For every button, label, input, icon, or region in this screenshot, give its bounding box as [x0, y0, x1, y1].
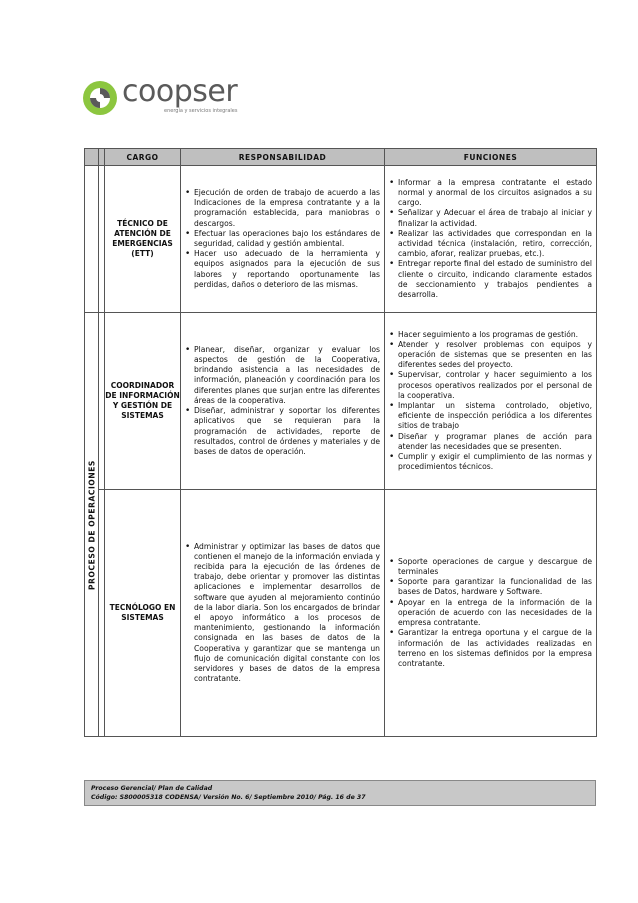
footer-line-process: Proceso Gerencial/ Plan de Calidad: [91, 785, 213, 792]
list-item: • Hacer seguimiento a los programas de gestión.: [398, 330, 592, 340]
table-row: [85, 313, 597, 490]
list-item: • Diseñar, administrar y soportar los diferentes aplicativos que se requieran para la programación de actividades, reporte de resultados, control de órdenes y materiales y de bases de datos de operación.: [194, 406, 380, 457]
logo-wordmark: coopser: [122, 74, 238, 109]
footer-line-code: Código: S800005318 CODENSA/ Versión No. 6/ Septiembre 2010/ Pág. 16 de 37: [91, 794, 366, 801]
table-row: [85, 490, 597, 737]
list-item: • Efectuar las operaciones bajo los estándares de seguridad, calidad y gestión ambiental.: [194, 229, 380, 249]
list-item: • Ejecución de orden de trabajo de acuerdo a las Indicaciones de la empresa contratante y a la programación establecida, para maniobras o descargos.: [194, 188, 380, 229]
list-item: • Señalizar y Adecuar el área de trabajo al iniciar y finalizar la actividad.: [398, 208, 592, 228]
responsibilities-table: [84, 148, 597, 737]
process-label-cell: [85, 313, 99, 737]
list-item: • Atender y resolver problemas con equipos y operación de sistemas que se presenten en las diferentes sedes del proyecto.: [398, 340, 592, 371]
list-item: • Garantizar la entrega oportuna y el cargue de la información de las actividades realizadas en terreno en los sistemas definidos por la empresa contratante.: [398, 628, 592, 669]
list-item: • Administrar y optimizar las bases de datos que contienen el manejo de la información enviada y recibida para la ejecución de las órdenes de trabajo, debe orientar y promover las distintas aplicaciones e implementar desarrollos de software que ayuden al mejoramiento continúo de la labor diaria. Son los encargados de brindar el apoyo informático a los procesos de mantenimiento, gestionando la información consignada en las bases de datos de la Cooperativa y garantizar que se mantenga un flujo de comunicación digital constante con los servidores y bases de datos de la empresa contratante.: [194, 542, 380, 685]
table-row: [85, 166, 597, 313]
logo-tagline: energía y servicios integrales: [164, 108, 238, 114]
list-item: • Soporte operaciones de cargue y descargue de terminales: [398, 557, 592, 577]
list-item: • Planear, diseñar, organizar y evaluar los aspectos de gestión de la Cooperativa, brindando asistencia a las necesidades de información, planeación y coordinación para los diferentes planes que surjan entre las diferentes áreas de la cooperativa.: [194, 345, 380, 406]
cargo-cell: TECNÓLOGO EN SISTEMAS: [105, 490, 181, 737]
table-header-row: [85, 149, 597, 166]
list-item: • Informar a la empresa contratante el estado normal y anormal de los circuitos asignados a su cargo.: [398, 178, 592, 209]
cargo-cell: COORDINADOR DE INFORMACIÓN Y GESTIÓN DE SISTEMAS: [105, 313, 181, 490]
list-item: • Diseñar y programar planes de acción para atender las necesidades que se presenten.: [398, 432, 592, 452]
funciones-cell: [385, 313, 597, 490]
process-blank-cell: [85, 166, 99, 313]
list-item: • Apoyar en la entrega de la información de la operación de acuerdo con las necesidades de la empresa contratante.: [398, 598, 592, 629]
list-item: • Cumplir y exigir el cumplimiento de las normas y procedimientos técnicos.: [398, 452, 592, 472]
header-blank-cell: [85, 149, 99, 166]
cargo-cell: TÉCNICO DE ATENCIÓN DE EMERGENCIAS (ETT): [105, 166, 181, 313]
list-item: • Realizar las actividades que correspondan en la actividad técnica (instalación, retiro, corrección, cambio, aforar, realizar pruebas, etc.).: [398, 229, 592, 260]
header-cargo: CARGO: [105, 149, 181, 166]
list-item: • Entregar reporte final del estado de suministro del cliente o circuito, indicando claramente estados de seccionamiento y trabajos pendientes a desarrolla.: [398, 259, 592, 300]
document-footer: [84, 780, 596, 806]
header-funciones: FUNCIONES: [385, 149, 597, 166]
list-item: • Hacer uso adecuado de la herramienta y equipos asignados para la ejecución de sus labores y reportando oportunamente las perdidas, daños o deterioro de las mismas.: [194, 249, 380, 290]
list-item: • Soporte para garantizar la funcionalidad de las bases de Datos, hardware y Software.: [398, 577, 592, 597]
funciones-cell: [385, 166, 597, 313]
list-item: • Supervisar, controlar y hacer seguimiento a los procesos operativos realizados por el personal de la cooperativa.: [398, 370, 592, 401]
coopser-logo-mark-icon: [80, 78, 120, 118]
header-responsabilidad: RESPONSABILIDAD: [181, 149, 385, 166]
responsabilidad-cell: [181, 490, 385, 737]
responsabilidad-cell: [181, 166, 385, 313]
list-item: • Implantar un sistema controlado, objetivo, eficiente de inspección periódica a los diferentes sitios de trabajo: [398, 401, 592, 432]
company-logo: [80, 74, 250, 124]
funciones-cell: [385, 490, 597, 737]
responsabilidad-cell: [181, 313, 385, 490]
process-label: PROCESO DE OPERACIONES: [87, 459, 96, 590]
